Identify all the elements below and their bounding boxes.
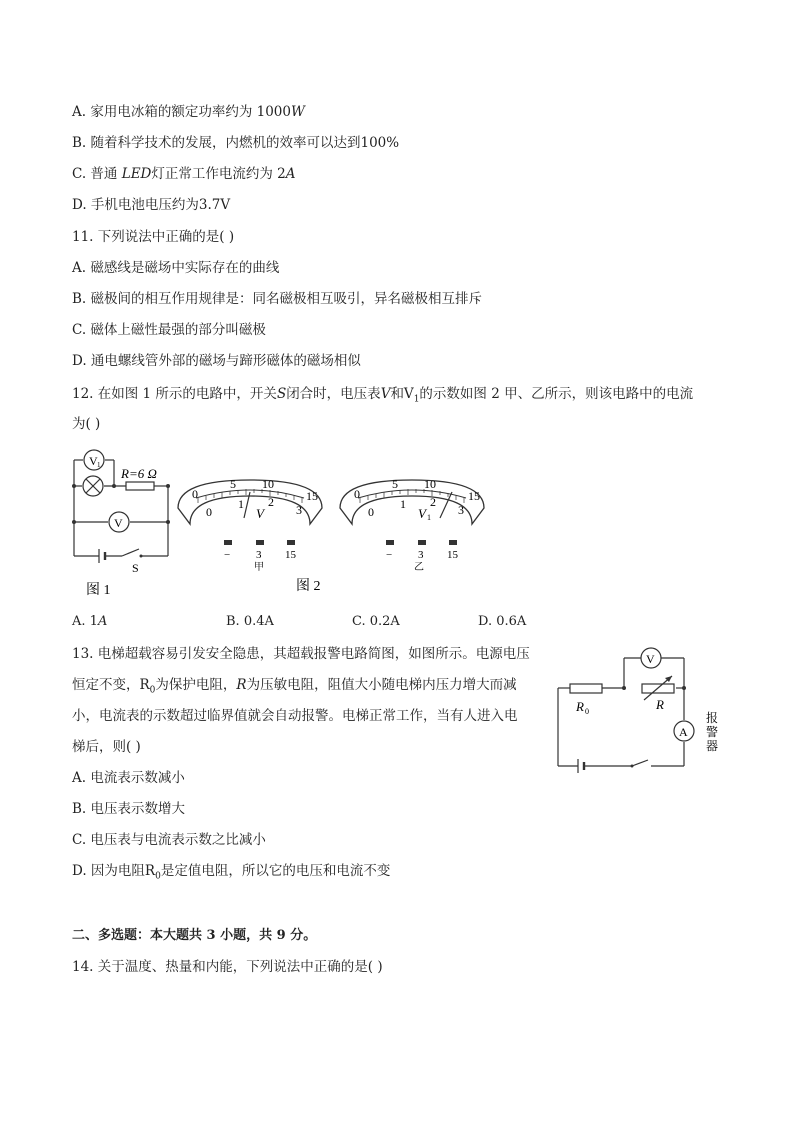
yi-lower-tick-2: 2 [430,495,436,509]
fig1-resistor-label: R=6 Ω [121,466,157,481]
jia-terminal-neg: − [224,549,231,561]
voltmeter-v1-icon [84,450,104,470]
q13-circuit-diagram [548,640,738,776]
q13-option-d-part-a: D. 因为电阻R [72,863,156,879]
resistor-icon [126,482,154,490]
alarm-char-2: 警 [706,725,719,739]
yi-lower-tick-0: 0 [368,505,374,519]
q10-option-c-unit: A [285,166,296,182]
jia-upper-tick-3: 15 [306,489,318,503]
voltmeter-icon [641,648,661,668]
q12-option-c: C. 0.2A [352,614,400,629]
q13-option-d [72,861,390,887]
q12-stem-part-d: 的示数如图 2 甲、乙所示，则该电路中的电流 [419,386,694,402]
yi-label: 乙 [414,562,424,573]
lamp-icon [83,476,103,496]
q13-option-d-sub: 0 [155,871,161,882]
q13-line2-sub: 0 [149,685,156,696]
yi-lower-tick-3: 3 [458,503,464,517]
yi-terminal-15: 15 [447,549,458,561]
q10-option-c-mid: 灯正常工作电流约为 2 [151,166,286,182]
q11-option-c: C. 磁体上磁性最强的部分叫磁极 [72,322,266,338]
q12-stem-part-c: 和V [390,386,414,402]
q11-option-a: A. 磁感线是磁场中实际存在的曲线 [72,260,280,276]
terminal-icon [386,540,394,545]
yi-symbol: V [418,506,426,521]
q13-line2-part-b: 为保护电阻， [155,677,237,693]
fig1-caption: 图 1 [86,583,111,598]
yi-upper-tick-0: 0 [354,487,360,501]
ammeter-icon [674,721,694,741]
junction-dot [112,484,116,488]
q10-option-a [72,102,305,122]
voltmeter-v-icon [109,512,129,532]
q11-option-d: D. 通电螺线管外部的磁场与蹄形磁体的磁场相似 [72,353,361,369]
junction-dot [622,686,626,690]
q13-option-a: A. 电流表示数减小 [72,770,185,786]
resistor-r0-icon [570,684,602,693]
q13-stem-line3: 小，电流表的示数超过临界值就会自动报警。电梯正常工作，当有人进入电 [72,708,518,724]
jia-lower-tick-2: 2 [268,495,274,509]
q12-stem-switch: S [276,386,287,402]
junction-dot [72,520,76,524]
q10-option-c [72,164,296,184]
yi-terminal-3: 3 [418,549,424,561]
circuit-r0-label: R [576,699,584,714]
fig2-caption: 图 2 [296,579,321,594]
jia-upper-tick-1: 5 [230,477,236,491]
terminal-icon [224,540,232,545]
q10-option-b: B. 随着科学技术的发展，内燃机的效率可以达到100% [72,135,400,151]
meter-yi [340,477,484,573]
circuit-r-label: R [656,697,664,712]
fig1-v1-sub: 1 [97,461,101,469]
q10-option-a-unit: W [290,104,305,120]
q12-stem-sub: 1 [413,394,420,405]
circuit-v-label: V [646,652,655,666]
q11-option-b: B. 磁极间的相互作用规律是：同名磁极相互吸引，异名磁极相互排斥 [72,291,483,307]
fig1-switch-label: S [132,561,139,575]
switch-icon [140,555,143,558]
yi-upper-tick-3: 15 [468,489,480,503]
fig1-v-label: V [114,516,123,530]
q12-stem-part-b: 闭合时，电压表 [286,386,381,402]
jia-upper-tick-2: 10 [262,477,274,491]
q13-option-b: B. 电压表示数增大 [72,801,186,817]
q13-option-c: C. 电压表与电流表示数之比减小 [72,832,266,848]
alarm-char-1: 报 [706,711,719,725]
terminal-icon [418,540,426,545]
q12-option-b: B. 0.4A [226,614,274,629]
jia-lower-tick-0: 0 [206,505,212,519]
q12-stem-part-a: 12. 在如图 1 所示的电路中，开关 [72,386,277,402]
terminal-icon [256,540,264,545]
q13-stem-line1: 13. 电梯超载容易引发安全隐患，其超载报警电路简图，如图所示。电源电压 [72,646,530,662]
yi-symbol-sub: 1 [427,513,431,522]
q10-option-c-text: C. 普通 [72,166,118,182]
yi-lower-tick-1: 1 [400,497,406,511]
jia-upper-tick-0: 0 [192,487,198,501]
q12-stem-v: V [380,386,391,402]
meter-jia [178,477,322,573]
q13-stem-line2 [72,675,517,701]
q11-stem: 11. 下列说法中正确的是( ) [72,229,235,245]
jia-label: 甲 [254,562,264,573]
q12-stem-line1 [72,384,693,410]
jia-lower-tick-3: 3 [296,503,302,517]
q12-stem-line2: 为( ) [72,416,101,432]
alarm-char-3: 器 [706,739,719,753]
q14-stem: 14. 关于温度、热量和内能，下列说法中正确的是( ) [72,959,383,975]
battery-icon [99,549,105,563]
circuit-r0-sub: 0 [585,707,589,716]
q10-option-d: D. 手机电池电压约为3.7V [72,197,231,213]
q13-line2-part-a: 恒定不变，R [72,677,150,693]
q12-option-a-text: A. 1 [72,614,98,629]
q12-figure1-circuit [66,448,176,600]
terminal-icon [287,540,295,545]
q12-option-a [72,612,107,632]
q12-option-d: D. 0.6A [478,614,527,629]
q13-line2-r: R [236,677,247,693]
q12-figure2-meters [170,474,510,600]
q13-option-d-part-b: 是定值电阻，所以它的电压和电流不变 [160,863,391,879]
fig1-v1-label: V [89,454,98,468]
yi-upper-tick-2: 10 [424,477,436,491]
terminal-icon [449,540,457,545]
q12-option-a-unit: A [97,614,108,629]
q10-option-c-led: LED [121,166,152,182]
q10-option-a-text: A. 家用电冰箱的额定功率约为 1000 [72,104,291,120]
battery-icon [578,759,584,773]
junction-dot [682,686,686,690]
circuit-a-label: A [679,725,688,739]
switch-icon [631,765,634,768]
jia-terminal-3: 3 [256,549,262,561]
q13-line2-part-c: 为压敏电阻，阻值大小随电梯内压力增大而减 [246,677,517,693]
jia-lower-tick-1: 1 [238,497,244,511]
section-2-title: 二、多选题：本大题共 3 小题，共 9 分。 [72,928,317,943]
yi-upper-tick-1: 5 [392,477,398,491]
jia-symbol: V [256,506,264,521]
q13-stem-line4: 梯后，则( ) [72,739,141,755]
yi-terminal-neg: − [386,549,393,561]
jia-terminal-15: 15 [285,549,296,561]
junction-dot [72,484,76,488]
